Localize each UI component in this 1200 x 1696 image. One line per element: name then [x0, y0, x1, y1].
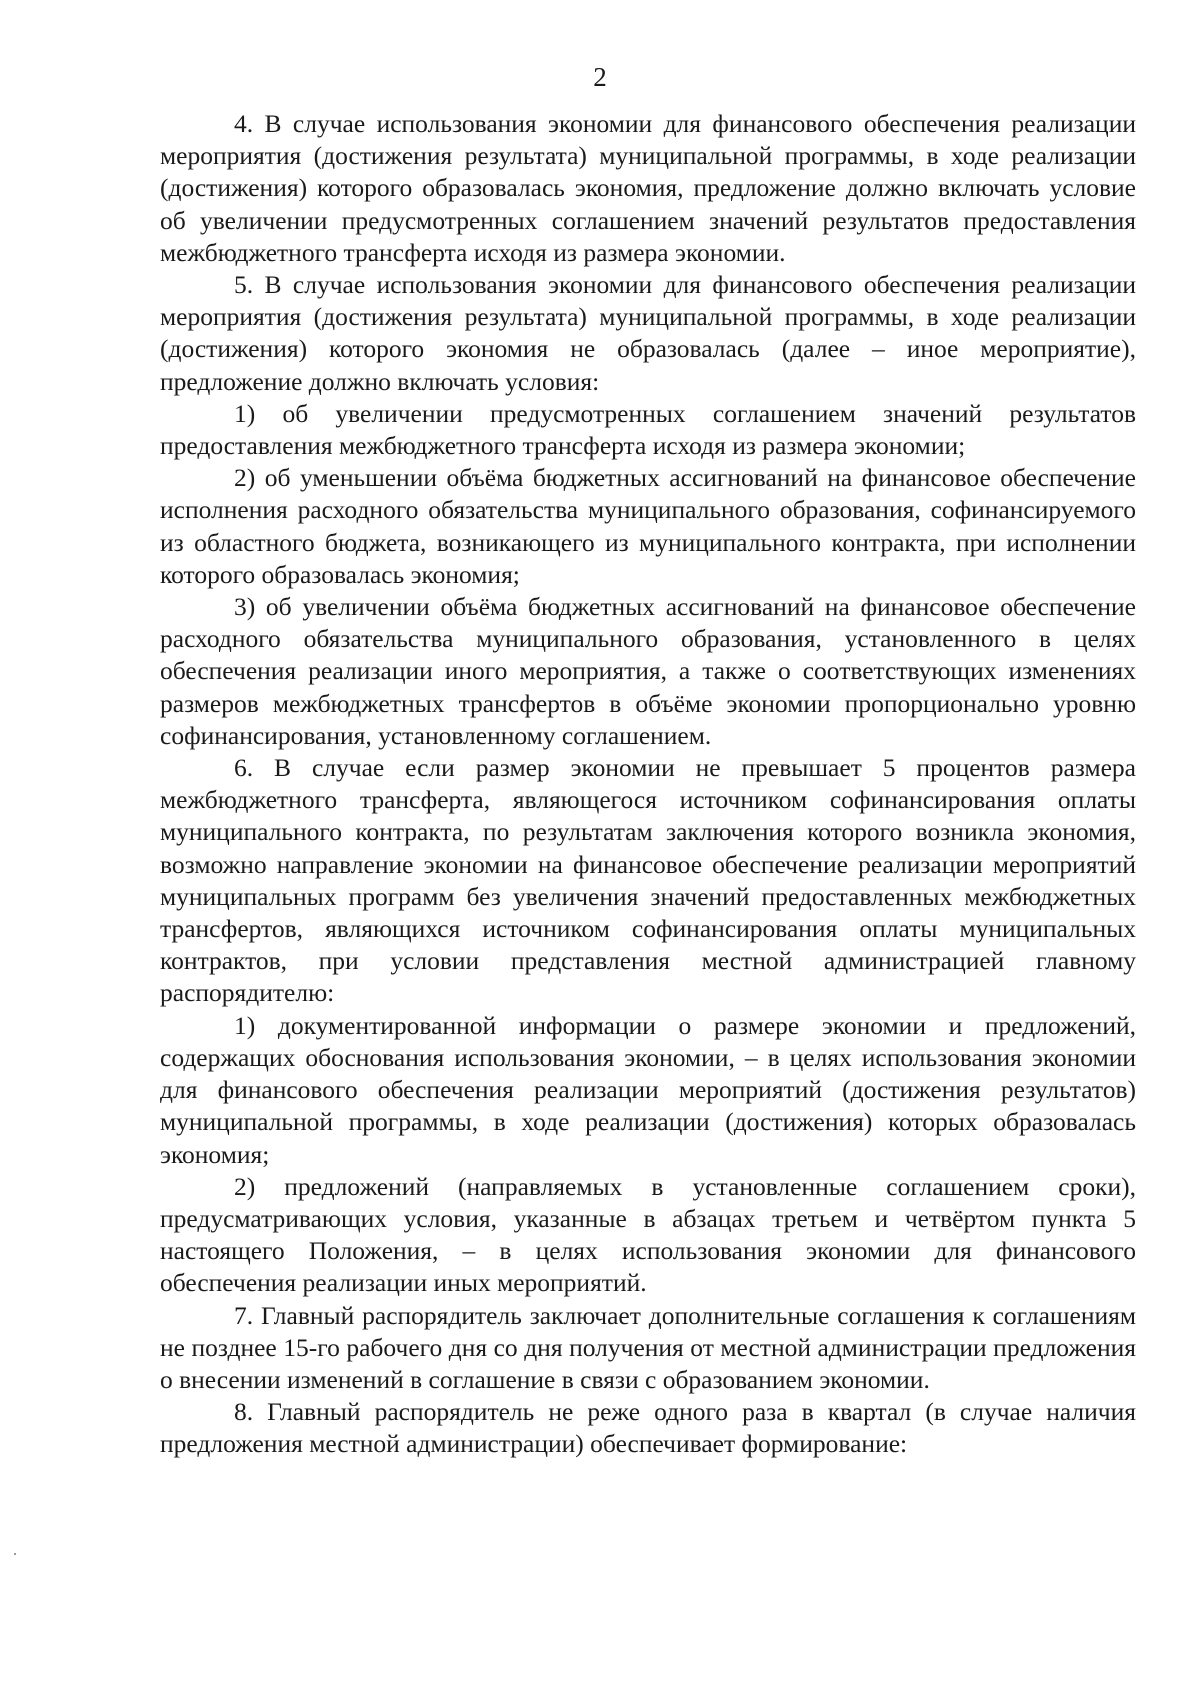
subitem-5-2: 2) об уменьшении объёма бюджетных ассигнований на финансовое обеспечение исполнения расходного обязательства муниципального образования, софинансируемого из областного бюджета, возникающего из муниципального контракта, при исполнении которого образовалась экономия; — [160, 463, 1136, 589]
subitem-6-1: 1) документированной информации о размере экономии и предложений, содержащих обоснования использования экономии, – в целях использования экономии для финансового обеспечения реализации мероприятий (достижения результатов) муниципальной программы, в ходе реализации (достижения) которых образовалась экономия; — [160, 1010, 1136, 1169]
paragraph-item-8: 8. Главный распорядитель не реже одного раза в квартал (в случае наличия предложения местной администрации) обеспечивает формирование: — [160, 1397, 1136, 1459]
paragraph-item-4: 4. В случае использования экономии для финансового обеспечения реализации мероприятия (достижения результата) муниципальной программы, в ходе реализации (достижения) которого образовалась экономия, предложение должно включать условие об увеличении предусмотренных соглашением значений результатов предоставления межбюджетного трансферта исходя из размера экономии. — [160, 109, 1136, 267]
scan-speck — [14, 1553, 16, 1555]
paragraph-item-7: 7. Главный распорядитель заключает дополнительные соглашения к соглашениям не позднее 15-го рабочего дня со дня получения от местной администрации предложения о внесении изменений в соглашение в связи с образованием экономии. — [160, 1300, 1136, 1394]
subitem-5-1: 1) об увеличении предусмотренных соглашением значений результатов предоставления межбюджетного трансферта исходя из размера экономии; — [160, 398, 1136, 461]
paragraph-item-6: 6. В случае если размер экономии не превышает 5 процентов размера межбюджетного трансферта, являющегося источником софинансирования оплаты муниципального контракта, по результатам заключения которого возникла экономия, возможно направление экономии на финансовое обеспечение реализации мероприятий муниципальных программ без увеличения значений предоставленных межбюджетных трансфертов, являющихся источником софинансирования оплаты муниципальных контрактов, при условии представления местной администрацией главному распорядителю: — [160, 753, 1136, 1008]
document-body — [160, 108, 1136, 1461]
page-number: 2 — [593, 62, 607, 92]
subitem-6-2: 2) предложений (направляемых в установленные соглашением сроки), предусматривающих условия, указанные в абзацах третьем и четвёртом пункта 5 настоящего Положения, – в целях использования экономии для финансового обеспечения реализации иных мероприятий. — [160, 1171, 1136, 1298]
subitem-5-3: 3) об увеличении объёма бюджетных ассигнований на финансовое обеспечение расходного обязательства муниципального образования, установленного в целях обеспечения реализации иного мероприятия, а также о соответствующих изменениях размеров межбюджетных трансфертов в объёме экономии пропорционально уровню софинансирования, установленному соглашением. — [160, 592, 1136, 750]
paragraph-item-5: 5. В случае использования экономии для финансового обеспечения реализации мероприятия (достижения результата) муниципальной программы, в ходе реализации (достижения) которого экономия не образовалась (далее – иное мероприятие), предложение должно включать условия: — [160, 270, 1136, 396]
